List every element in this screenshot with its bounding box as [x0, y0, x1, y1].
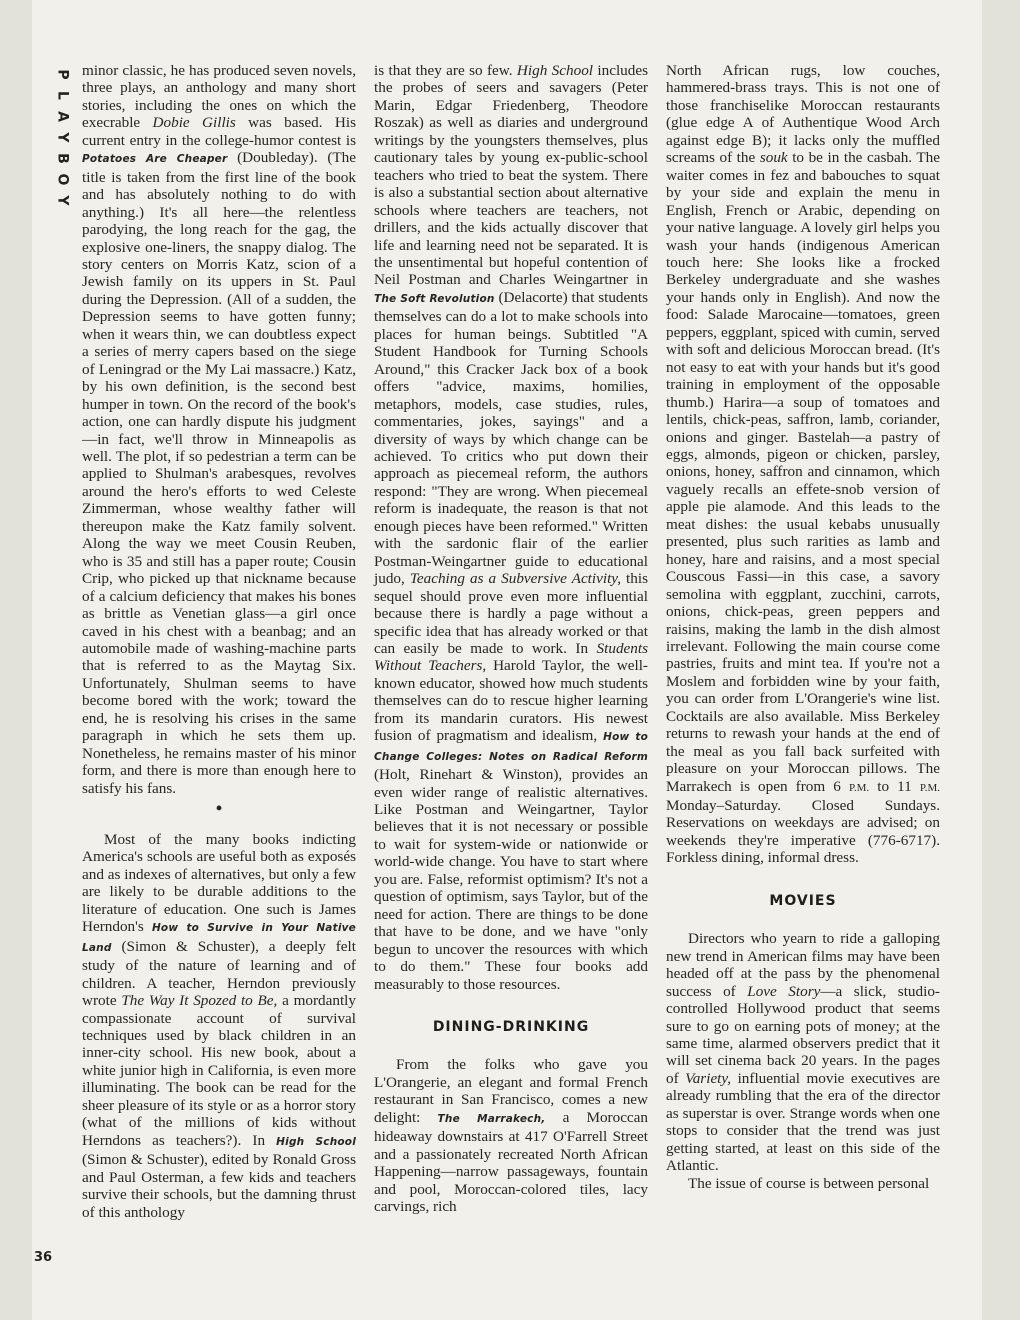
masthead-letter: Y [54, 132, 71, 143]
masthead-letter: L [54, 91, 71, 100]
masthead-letter: B [54, 153, 71, 164]
paragraph: North African rugs, low couches, hammered-brass trays. This is not one of those franchiselike Moroccan restaurants (glue edge A of Authentique Wood Arch against edge B); it lacks only the muffled screams of the souk to be in the casbah. The waiter comes in fez and babouches to squat by your side and explain the menu in English, French or Arabic, depending on your native language. A lovely girl helps you wash your hands (indigenous American touch here: She looks like a frocked Berkeley undergraduate and she washes your hands only in English). And now the food: Salade Marocaine—tomatoes, green peppers, eggplant, spiced with cumin, served with soft and delicious Moroccan bread. (It's not easy to eat with your hands but it's good training in employment of the opposable thumb.) Harira—a soup of tomatoes and lentils, chick-peas, saffron, lamb, coriander, onions and ginger. Bastelah—a pastry of eggs, almonds, pigeon or chicken, parsley, onions, honey, saffron and cinnamon, which vaguely recalls an effete-snob version of apple pie alamode. And this leads to the meat dishes: the usual kebabs unusually presented, plus such rarities as lamb and honey, hare and raisins, and a most special Couscous Fassi—in this case, a savory semolina with eggplant, zucchini, carrots, onions, chick-peas, green peppers and raisins, making the lamb in the dish almost irrelevant. Following the main course come pastries, fruits and mint tea. If you're not a Moslem and forbidden wine by your faith, you can order from L'Orangerie's wine list. Cocktails are also available. Miss Berkeley returns to rewash your hands at the end of the meal as you fall back surfeited with pleasure on your Moroccan pillows. The Marrakech is open from 6 P.M. to 11 P.M. Monday–Saturday. Closed Sundays. Reservations on weekdays are advised; on weekends they're imperative (776-6717). Forkless dining, informal dress. [666, 62, 941, 867]
book-title: The Way It Spozed to Be, [121, 992, 278, 1010]
text-column-2 [374, 62, 648, 1216]
paragraph: is that they are so few. High School includes the probes of seers and savagers (Peter Marin, Edgar Friedenberg, Theodore Roszak) as well as diaries and underground writings by the youngsters themselves, plus cautionary tales by young ex-public-school teachers who tried to beat the system. There is also a substantial section about alternative schools where teachers are teachers, not drillers, and the kids actually discover that life and learning need not be separated. It is the unsentimental but hopeful contention of Neil Postman and Charles Weingartner in The Soft Revolution (Delacorte) that students themselves can do a lot to make schools into places for human beings. Subtitled "A Student Handbook for Turning Schools Around," this Cracker Jack box of a book offers "advice, maxims, homilies, metaphors, models, case studies, rules, commentaries, jokes, sayings" and a diversity of ways by which change can be achieved. To critics who put down their approach as piecemeal reform, the authors respond: "They are wrong. When piecemeal reform is inadequate, the reason is that not enough pieces have been reformed." Written with the sardonic flair of the earlier Postman-Weingartner guide to educational judo, Teaching as a Subversive Activity, this sequel should prove even more influential because there is hardly a page without a specific idea that has already worked or that can easily be made to work. In Students Without Teachers, Harold Taylor, the well-known educator, showed how much students themselves can do to rescue higher learning from its mandarin curators. His newest fusion of pragmatism and idealism, How to Change Colleges: Notes on Radical Reform (Holt, Rinehart & Winston), provides an even wider range of realistic alternatives. Like Postman and Weingartner, Taylor believes that it is not necessary or possible to wait for system-wide or nationwide or world-wide change. You have to start where you are. False, reformist optimism? It's not a question of optimism, says Taylor, but of the need for action. There are things to be done that have to be done, and we have "only begun to uncover the resources with which to do them." These four books add measurably to those resources. [374, 62, 649, 993]
paragraph: From the folks who gave you L'Orangerie, an elegant and formal French restaurant in San Francisco, comes a new delight: The Marrakech, a Moroccan hideaway downstairs at 417 O'Farrell Street and a passionately recreated North African Happening—narrow passageways, fountain and pool, Moroccan-colored tiles, lacy carvings, rich [374, 1056, 649, 1216]
paragraph: Directors who yearn to ride a galloping new trend in American films may have been headed off at the pass by the phenomenal success of Love Story—a slick, studio-controlled Hollywood product that seems sure to go on earning pots of money; at the same time, alarmed observers predict that it will set cinema back 20 years. In the pages of Variety, influential movie executives are already rumbling that the era of the director as superstar is over. Strange words when one stops to consider that the trend was just getting started, at least on this side of the Atlantic. [666, 930, 940, 1175]
paragraph: minor classic, he has produced seven novels, three plays, an anthology and many short stories, including the ones on which the execrable Dobie Gillis was based. His current entry in the college-humor contest is Potatoes Are Cheaper (Doubleday). (The title is taken from the first line of the book and has absolutely nothing to do with anything.) It's all here—the relentless parodying, the long reach for the gag, the explosive one-liners, the snappy dialog. The story centers on Morris Katz, scion of a Jewish family on its uppers in St. Paul during the Depression. (All of a sudden, the Depression seems to have gotten funny; when it wears thin, we can doubtless expect a series of merry capers based on the siege of Leningrad or the My Lai massacre.) Katz, by his own definition, is the second best humper in town. On the record of the book's action, one can hardly dispute his judgment—in fact, we'll throw in Minneapolis as well. The plot, if so pedestrian a term can be applied to Shulman's arabesques, revolves around the hero's efforts to wed Celeste Zimmerman, whose wealthy father will thereupon make the Katz family solvent. Along the way we meet Cousin Reuben, who is 35 and still has a paper route; Cousin Crip, who picked up that nickname because of a calcium deficiency that makes his bones as brittle as Venetian glass—a girl once caved in his chest with a beanbag; and an automobile made of washing-machine parts that is referred to as the Maytag Six. Unfortunately, Shulman seems to have become bored with the work; toward the end, he is resolving his crises in the same paragraph in which he sets them up. Nonetheless, he remains master of his minor form, and there is more than enough here to satisfy his fans. [82, 62, 357, 797]
text-column-3 [666, 62, 940, 1192]
book-title: High School [276, 1135, 356, 1148]
section-heading-movies: MOVIES [769, 892, 837, 909]
masthead-letter: Y [54, 195, 71, 206]
restaurant-name: The Marrakech, [437, 1112, 546, 1125]
book-title: Dobie Gillis [152, 114, 236, 132]
book-title: Teaching as a Subversive Activity, [409, 570, 622, 588]
magazine-masthead [50, 64, 70, 211]
masthead-letter: O [54, 173, 71, 186]
masthead-letter: A [54, 111, 71, 122]
paragraph: Most of the many books indicting America's schools are useful both as exposés and as indexes of alternatives, but only a few are likely to be durable additions to the literature of education. One such is James Herndon's How to Survive in Your Native Land (Simon & Schuster), a deeply felt study of the nature of learning and of children. A teacher, Herndon previously wrote The Way It Spozed to Be, a mordantly compassionate account of survival techniques used by black children in an inner-city school. His new book, about a white junior high in California, is even more illuminating. The book can be read for the sheer pleasure of its style or as a horror story (what of the millions of kids without Herndons as teachers?). In High School (Simon & Schuster), edited by Ronald Gross and Paul Osterman, a few kids and teachers survive their schools, but the damning thrust of this anthology [82, 831, 356, 1221]
section-heading-dining-drinking: DINING-DRINKING [432, 1019, 590, 1036]
section-divider: • [215, 798, 223, 819]
book-title: Students Without Teachers, [374, 639, 648, 675]
paragraph: The issue of course is between personal [688, 1174, 930, 1192]
book-title: Potatoes Are Cheaper [82, 153, 228, 166]
film-title: Love Story [747, 982, 821, 1000]
masthead-letter: P [54, 69, 71, 80]
book-title: How to Survive in Your Native Land [82, 922, 356, 954]
book-title: How to Change Colleges: Notes on Radical Reform [374, 731, 648, 763]
publication-title: Variety, [685, 1069, 732, 1087]
book-title: High School [516, 62, 594, 79]
page-number: 36 [34, 1250, 53, 1265]
text-column-1 [82, 62, 356, 1221]
book-title: The Soft Revolution [374, 292, 495, 305]
